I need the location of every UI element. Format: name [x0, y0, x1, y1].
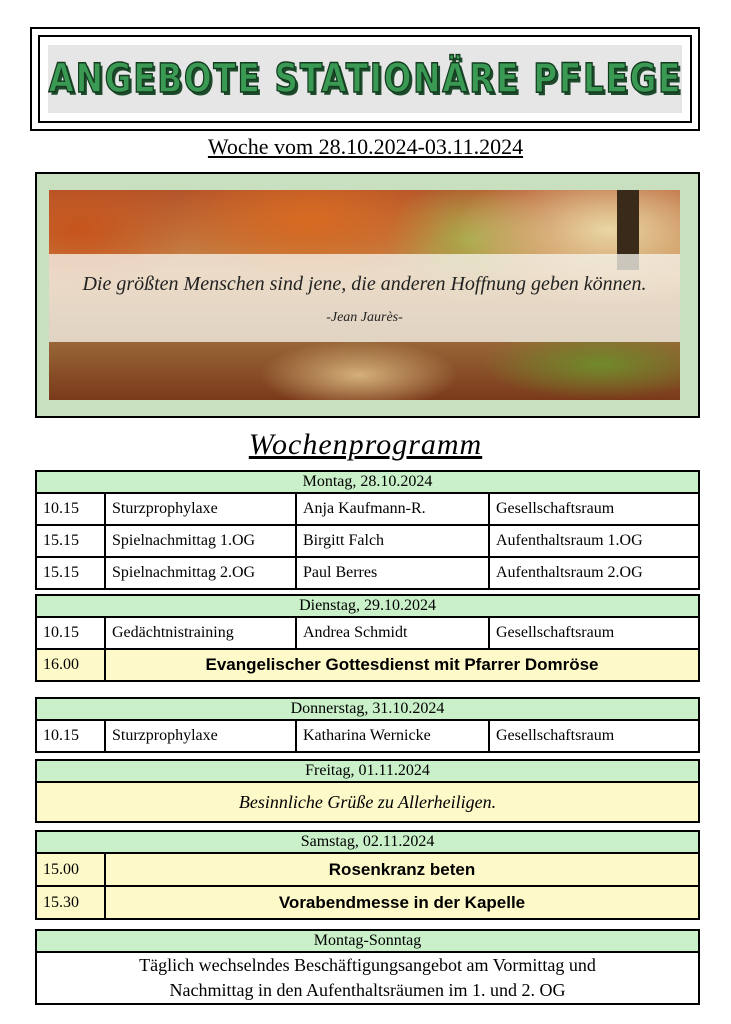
page-title: ANGEBOTE STATIONÄRE PFLEGE	[48, 56, 682, 102]
highlight-row	[37, 887, 698, 918]
table-row	[37, 618, 698, 650]
highlight-row	[37, 854, 698, 887]
room-cell: Aufenthaltsraum 1.OG	[496, 532, 643, 549]
quote-author: -Jean Jaurès-	[326, 310, 403, 325]
weekly-note-line: Nachmittag in den Aufenthaltsräumen im 1. und 2. OG	[169, 980, 566, 1000]
quote-banner	[35, 172, 700, 418]
table-row	[37, 494, 698, 526]
forest-path-shape	[259, 340, 459, 400]
activity-cell: Spielnachmittag 2.OG	[106, 558, 297, 588]
activity-cell: Spielnachmittag 1.OG	[106, 526, 297, 556]
day-header: Donnerstag, 31.10.2024	[37, 699, 698, 721]
day-block-monday	[35, 470, 700, 590]
time-cell: 10.15	[37, 721, 106, 751]
time-cell: 15.15	[37, 526, 106, 556]
event-cell: Rosenkranz beten	[106, 854, 698, 885]
highlight-row	[37, 650, 698, 680]
event-cell: Vorabendmesse in der Kapelle	[106, 887, 698, 918]
program-heading: Wochenprogramm	[248, 428, 483, 461]
title-frame	[30, 27, 700, 131]
day-header: Freitag, 01.11.2024	[37, 761, 698, 783]
person-cell: Andrea Schmidt	[297, 618, 490, 648]
day-block-thursday	[35, 697, 700, 753]
room-cell: Gesellschaftsraum	[496, 624, 615, 641]
day-block-weekly	[35, 929, 700, 1005]
quote-overlay	[49, 254, 680, 342]
room-cell: Aufenthaltsraum 2.OG	[496, 564, 643, 581]
day-header: Montag, 28.10.2024	[37, 472, 698, 494]
time-cell: 15.00	[37, 854, 106, 885]
friday-note: Besinnliche Grüße zu Allerheiligen.	[37, 783, 698, 821]
autumn-forest-image	[49, 190, 680, 400]
weekly-note-line: Täglich wechselndes Beschäftigungsangebot am Vormittag und	[139, 955, 596, 975]
person-cell: Paul Berres	[297, 558, 490, 588]
time-cell: 10.15	[37, 494, 106, 524]
person-cell: Katharina Wernicke	[297, 721, 490, 751]
room-cell: Gesellschaftsraum	[496, 727, 615, 744]
time-cell: 16.00	[37, 650, 106, 680]
day-header: Montag-Sonntag	[37, 931, 698, 953]
day-block-tuesday	[35, 594, 700, 682]
activity-cell: Sturzprophylaxe	[106, 494, 297, 524]
activity-cell: Sturzprophylaxe	[106, 721, 297, 751]
day-header: Dienstag, 29.10.2024	[37, 596, 698, 618]
person-cell: Birgitt Falch	[297, 526, 490, 556]
day-block-saturday	[35, 830, 700, 920]
week-range: Woche vom 28.10.2024-03.11.2024	[207, 134, 524, 159]
grass-shape	[480, 340, 680, 400]
table-row	[37, 558, 698, 588]
activity-cell: Gedächtnistraining	[106, 618, 297, 648]
table-row	[37, 526, 698, 558]
time-cell: 15.30	[37, 887, 106, 918]
time-cell: 15.15	[37, 558, 106, 588]
table-row	[37, 721, 698, 751]
weekly-note	[37, 953, 698, 1003]
person-cell: Anja Kaufmann-R.	[297, 494, 490, 524]
title-band	[48, 45, 682, 113]
day-block-friday	[35, 759, 700, 823]
quote-text: Die größten Menschen sind jene, die anderen Hoffnung geben können.	[82, 273, 647, 295]
room-cell: Gesellschaftsraum	[496, 500, 615, 517]
day-header: Samstag, 02.11.2024	[37, 832, 698, 854]
time-cell: 10.15	[37, 618, 106, 648]
event-cell: Evangelischer Gottesdienst mit Pfarrer Domröse	[106, 650, 698, 680]
title-frame-inner	[38, 35, 692, 123]
